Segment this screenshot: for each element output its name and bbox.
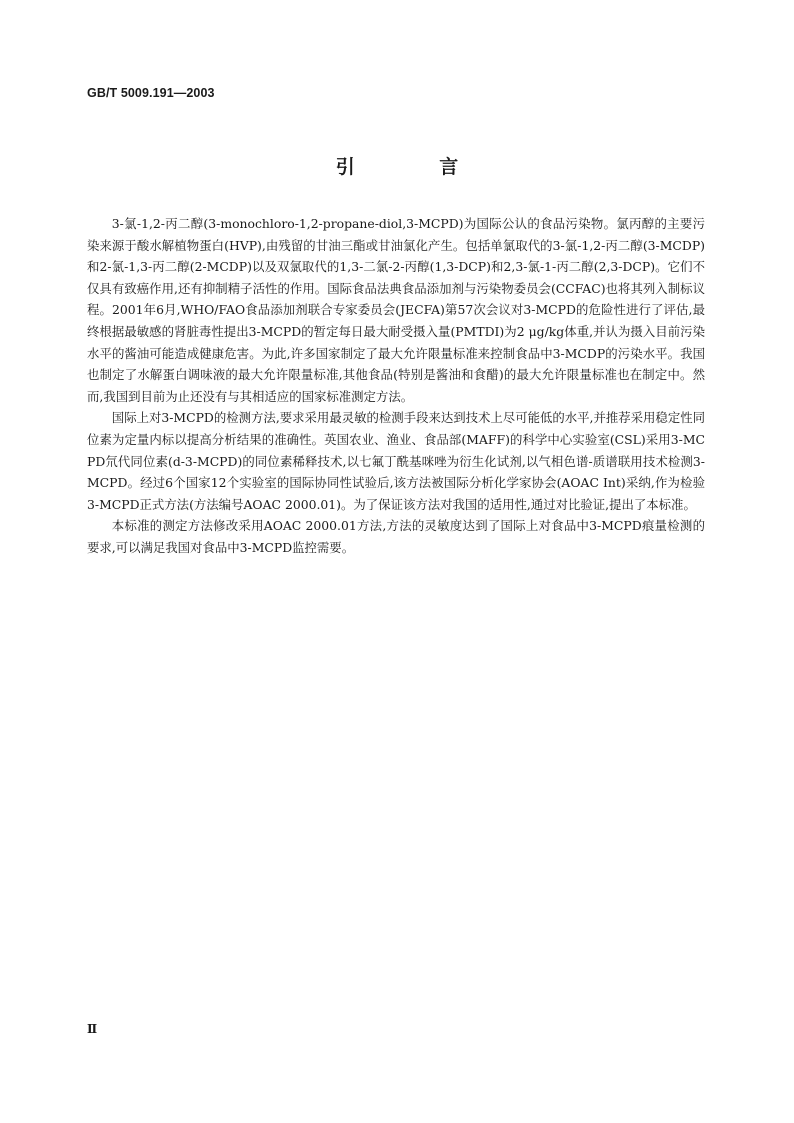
- page-number: Ⅱ: [87, 1022, 98, 1036]
- paragraph-background: 3-氯-1,2-丙二醇(3-monochloro-1,2-propane-diol,3-MCPD)为国际公认的食品污染物。氯丙醇的主要污染来源于酸水解植物蛋白(HVP),由残留的甘油三酯或甘油氯化产生。包括单氯取代的3-氯-1,2-丙二醇(3-MCDP)和2-氯-1,3-丙二醇(2-MCDP)以及双氯取代的1,3-二氯-2-丙醇(1,3-DCP)和2,3-氯-1-丙二醇(2,3-DCP)。它们不仅具有致癌作用,还有抑制精子活性的作用。国际食品法典食品添加剂与污染物委员会(CCFAC)也将其列入制标议程。2001年6月,WHO/FAO食品添加剂联合专家委员会(JECFA)第57次会议对3-MCPD的危险性进行了评估,最终根据最敏感的肾脏毒性提出3-MCPD的暂定每日最大耐受摄入量(PMTDI)为2 μg/kg体重,并认为摄入目前污染水平的酱油可能造成健康危害。为此,许多国家制定了最大允许限量标准来控制食品中3-MCDP的污染水平。我国也制定了水解蛋白调味液的最大允许限量标准,其他食品(特别是酱油和食醋)的最大允许限量标准也在制定中。然而,我国到目前为止还没有与其相适应的国家标准测定方法。: [87, 216, 705, 404]
- page-title: 引 言: [335, 156, 498, 178]
- body-text: [87, 213, 705, 559]
- paragraph-detection-method: 国际上对3-MCPD的检测方法,要求采用最灵敏的检测手段来达到技术上尽可能低的水平,并推荐采用稳定性同位素为定量内标以提高分析结果的准确性。英国农业、渔业、食品部(MAFF)的科学中心实验室(CSL)采用3-MCPD氘代同位素(d-3-MCPD)的同位素稀释技术,以七氟丁酰基咪唑为衍生化试剂,以气相色谱-质谱联用技术检测3-MCPD。经过6个国家12个实验室的国际协同性试验后,该方法被国际分析化学家协会(AOAC Int)采纳,作为检验3-MCPD正式方法(方法编号AOAC 2000.01)。为了保证该方法对我国的适用性,通过对比验证,提出了本标准。: [87, 410, 705, 512]
- standard-code: GB/T 5009.191—2003: [87, 86, 215, 100]
- paragraph-standard-scope: 本标准的测定方法修改采用AOAC 2000.01方法,方法的灵敏度达到了国际上对食品中3-MCPD痕量检测的要求,可以满足我国对食品中3-MCPD监控需要。: [87, 518, 705, 555]
